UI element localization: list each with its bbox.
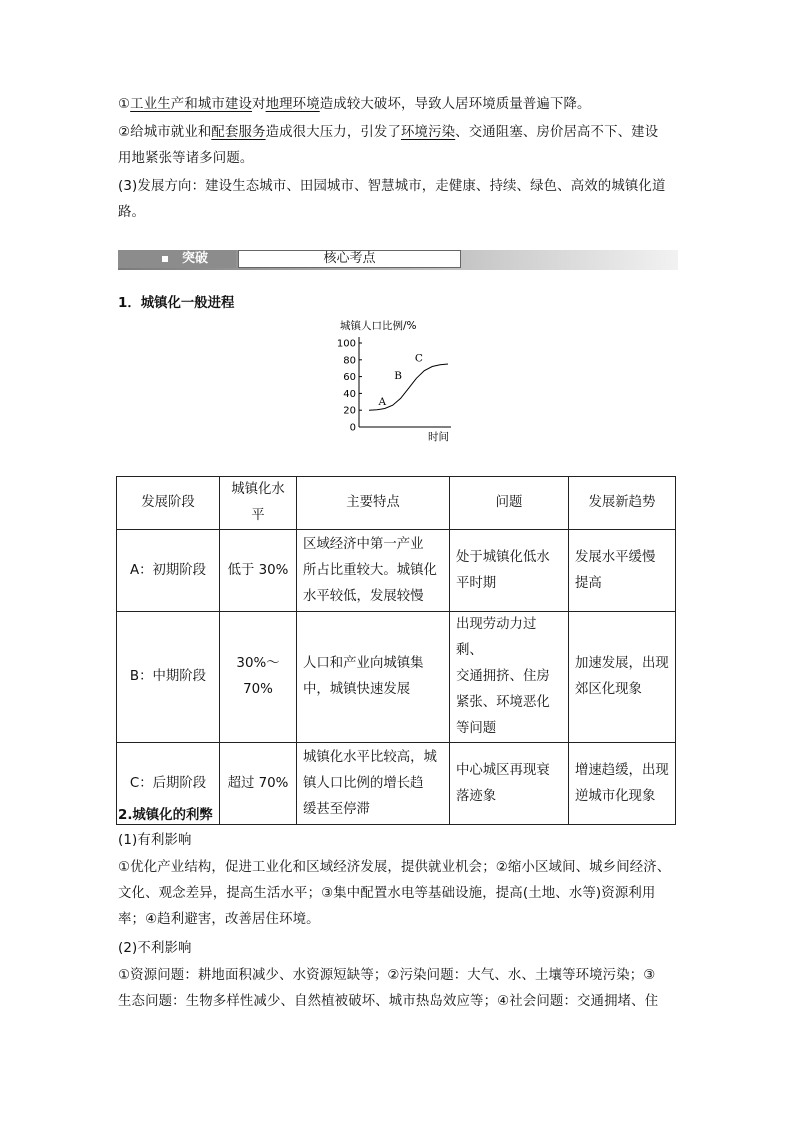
stage-label-b: B: [394, 370, 402, 383]
section1-heading: 1．城镇化一般进程: [118, 296, 235, 311]
cell-trend: 发展水平缓慢 提高: [569, 530, 676, 612]
y-tick-label: 0: [349, 422, 356, 434]
table-row: [117, 612, 676, 743]
y-tick-label: 40: [343, 388, 356, 400]
col-header: 主要特点: [297, 477, 450, 530]
cell-level: 30%～70%: [220, 612, 297, 743]
cell-features: 区域经济中第一产业 所占比重较大。城镇化 水平较低，发展较慢: [297, 530, 450, 612]
chart-ylabel: 城镇人口比例/%: [340, 320, 417, 332]
table-row: [117, 530, 676, 612]
section2-heading: 2.城镇化的利弊: [118, 808, 213, 823]
col-header: 发展新趋势: [569, 477, 676, 530]
cell-features: 人口和产业向城镇集 中，城镇快速发展: [297, 612, 450, 743]
square-bullet-icon: [162, 256, 168, 262]
cell-stage: A：初期阶段: [117, 530, 220, 612]
col-header: 发展阶段: [117, 477, 220, 530]
y-tick-label: 100: [336, 338, 356, 350]
subheading-benefits: (1)有利影响: [118, 833, 192, 848]
col-header: 城镇化水平: [220, 477, 297, 530]
urbanization-chart: [336, 318, 460, 446]
y-tick-label: 80: [343, 355, 356, 367]
stage-label-a: A: [378, 396, 387, 409]
intro-item-3: (3)发展方向：建设生态城市、田园城市、智慧城市，走健康、持续、绿色、高效的城镇化道 路。: [118, 179, 666, 220]
cell-features: 城镇化水平比较高，城 镇人口比例的增长趋 缓甚至停滞: [297, 743, 450, 825]
banner-right-label: 核心考点: [323, 251, 376, 266]
cell-level: 超过 70%: [220, 743, 297, 825]
cell-problems: 中心城区再现衰 落迹象: [450, 743, 569, 825]
chart-xlabel: 时间: [428, 431, 449, 443]
y-tick-label: 60: [343, 372, 356, 384]
y-tick-label: 20: [343, 405, 356, 417]
cell-stage: C：后期阶段: [117, 743, 220, 825]
intro-item-1: ①工业生产和城市建设对地理环境造成较大破坏，导致人居环境质量普遍下降。: [118, 97, 591, 112]
banner-left-tab: [118, 250, 236, 268]
subheading-drawbacks: (2)不利影响: [118, 941, 192, 956]
banner-left-label: 突破: [182, 251, 209, 266]
table-header-row: [117, 477, 676, 530]
cell-level: 低于 30%: [220, 530, 297, 612]
col-header: 问题: [450, 477, 569, 530]
cell-stage: B：中期阶段: [117, 612, 220, 743]
section-banner: [118, 250, 678, 270]
cell-problems: 处于城镇化低水 平时期: [450, 530, 569, 612]
intro-item-2: ②给城市就业和配套服务造成很大压力，引发了环境污染、交通阻塞、房价居高不下、建设 用地紧张等诸多问题。: [118, 125, 659, 166]
cell-problems: 出现劳动力过剩、 交通拥挤、住房 紧张、环境恶化 等问题: [450, 612, 569, 743]
cell-trend: 加速发展，出现 郊区化现象: [569, 612, 676, 743]
benefits-paragraph: ①优化产业结构，促进工业化和区域经济发展，提供就业机会；②缩小区域间、城乡间经济、 文化、观念差异，提高生活水平；③集中配置水电等基础设施，提高(土地、水等)资源利用 率；④趋利避害，改善居住环境。: [118, 860, 671, 927]
cell-trend: 增速趋缓，出现 逆城市化现象: [569, 743, 676, 825]
drawbacks-paragraph: ①资源问题：耕地面积减少、水资源短缺等；②污染问题：大气、水、土壤等环境污染；③ 生态问题：生物多样性减少、自然植被破坏、城市热岛效应等；④社会问题：交通拥堵、住: [118, 968, 659, 1009]
stage-table: [116, 476, 676, 825]
stage-label-c: C: [414, 352, 423, 365]
banner-right-tab: [238, 250, 461, 268]
